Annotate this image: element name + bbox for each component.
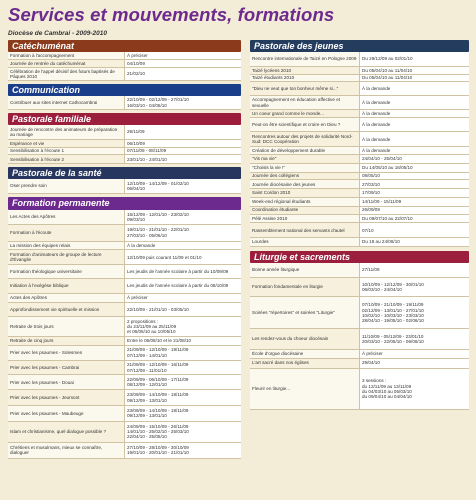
table-row: [8, 224, 241, 241]
table-row: [8, 250, 241, 265]
activity-date: 22/09/09 - 06/10/09 - 17/11/09 08/12/09 - 12/01/10: [125, 375, 242, 390]
table-row: [250, 189, 469, 198]
table-row: [8, 67, 241, 81]
activity-label: Les Actes des Apôtres: [8, 210, 125, 224]
activity-date: 24/09/09 - 15/10/09 - 26/11/09 14/01/10 - 25/02/10 - 25/03/10 22/04/10 - 25/05/10: [125, 421, 242, 442]
activity-label: Création de développement durable: [250, 147, 360, 155]
table-row: [250, 180, 469, 189]
table-row: [250, 368, 469, 410]
activity-label: Peut-on être scientifique et croire en Dieu ?: [250, 117, 360, 132]
activity-label: Accompagnement en éducation affective et sexuelle: [250, 96, 360, 110]
activity-label: Islam et christianisme, quel dialogue possible ?: [8, 421, 125, 442]
activity-label: Chrétiens et musulmans, mieux se connaître, dialoguer: [8, 442, 125, 459]
table-row: [8, 302, 241, 317]
activity-date: Du 05/04/10 au 11/04/10: [360, 74, 470, 82]
activity-date: Du 18 au 24/08/10: [360, 238, 470, 247]
activity-label: Rencontres autour des projets de solidarité Nord-Sud: DCC Coopération: [250, 132, 360, 147]
activity-date: À la demande: [360, 96, 470, 110]
activity-date: À la demande: [360, 117, 470, 132]
activity-date: À la demande: [360, 109, 470, 117]
table-row: [250, 66, 469, 74]
activity-date: 04/10/09: [125, 59, 242, 67]
table-row: [250, 349, 469, 358]
table-row: [8, 278, 241, 293]
section-header-pastorale-jeunes: Pastorale des jeunes: [250, 40, 469, 52]
table-row: [8, 179, 241, 193]
activity-label: Saint Cordon 2010: [250, 189, 360, 198]
activity-label: "Vis ma vie": [250, 155, 360, 164]
page-subtitle: Diocèse de Cambrai - 2009-2010: [8, 30, 107, 37]
activity-label: Retraite de cinq jours: [8, 337, 125, 346]
activity-date: À préciser: [125, 52, 242, 59]
activity-label: Journée des collégiens: [250, 172, 360, 180]
table-row: [8, 210, 241, 224]
table-row: [250, 82, 469, 96]
right-column: [250, 40, 469, 410]
activity-label: Prier avec les psaumes - Douai: [8, 375, 125, 390]
activity-date: 27/03/10: [360, 180, 470, 189]
table-row: [8, 139, 241, 147]
activity-date: 3 sessions : du 12/11/09 au 13/11/09 du 04/03/10 au 05/03/10 du 09/04/10 au 04/04/10: [360, 368, 470, 410]
page-title: Services et mouvements, formations: [8, 4, 335, 25]
activity-date: 07/11/09 - 08/11/09: [125, 147, 242, 155]
activity-date: 29/04/10: [360, 358, 470, 368]
section-header-formation-permanente: Formation permanente: [8, 197, 241, 210]
activity-label: Prier avec les psaumes - Jeumont: [8, 390, 125, 406]
activity-label: Journée diocésaine des jeunes: [250, 180, 360, 189]
activity-date: 29/11/09: [125, 125, 242, 139]
table-row: [250, 223, 469, 238]
activity-label: Formation à l'écoute: [8, 224, 125, 241]
section-header-pastorale-sante: Pastorale de la santé: [8, 167, 241, 179]
activity-label: Soirées "répertoires" et soirées "Liturgie": [250, 297, 360, 329]
activity-date: Entre le 06/08/10 et le 21/08/10: [125, 337, 242, 346]
section-table-catechumenat: [8, 52, 241, 81]
section-header-liturgie: Liturgie et sacrements: [250, 251, 469, 263]
activity-label: Formation à l'accompagnement: [8, 52, 125, 59]
table-row: [8, 293, 241, 302]
activity-date: Les jeudis de l'année scolaire à partir du 10/09/09: [125, 265, 242, 279]
activity-date: À préciser: [360, 349, 470, 358]
table-row: [8, 390, 241, 406]
table-row: [8, 147, 241, 155]
activity-date: À préciser: [125, 293, 242, 302]
table-row: [250, 172, 469, 180]
activity-label: Sensibilisation à l'écoute 2: [8, 155, 125, 164]
table-row: [250, 155, 469, 164]
activity-label: Pélé Assise 2010: [250, 214, 360, 223]
table-row: [250, 238, 469, 247]
section-table-liturgie: [250, 263, 469, 410]
table-row: [8, 375, 241, 390]
activity-date: 14/11/09 - 15/11/09: [360, 197, 470, 206]
table-row: [250, 214, 469, 223]
activity-date: 10/10/09 - 12/12/09 - 30/01/10 06/03/10 - 24/04/10: [360, 277, 470, 297]
activity-label: Formation fondamentale en liturgie: [250, 277, 360, 297]
activity-label: Prier avec les psaumes - Maubeuge: [8, 405, 125, 421]
activity-label: L'art sacré dans nos églises: [250, 358, 360, 368]
activity-date: 12/10/09 puis courant 11/09 et 01/10: [125, 250, 242, 265]
activity-date: 2 propositions : du 23/11/09 au 25/11/09 et 06/05/10 au 10/05/10: [125, 317, 242, 337]
activity-date: 27/10/09 - 28/10/09 - 30/10/09 19/01/10 - 20/01/10 - 21/01/10: [125, 442, 242, 459]
table-row: [250, 117, 469, 132]
table-row: [8, 265, 241, 279]
table-row: [250, 277, 469, 297]
activity-label: Taizé étudiants 2010: [250, 74, 360, 82]
table-row: [250, 74, 469, 82]
activity-date: 22/10/09 - 21/01/10 - 03/05/10: [125, 302, 242, 317]
table-row: [8, 337, 241, 346]
table-row: [8, 241, 241, 250]
activity-label: Contribuer aux sites internet Cathocambrai: [8, 96, 125, 109]
activity-label: Célébration de l'appel décisif des futurs baptisés de Pâques 2010: [8, 67, 125, 81]
activity-date: Du 14/05/10 au 16/05/10: [360, 163, 470, 172]
table-row: [8, 125, 241, 139]
table-row: [8, 59, 241, 67]
left-column: [8, 40, 241, 459]
activity-label: Journée de rentrée du catéchuménat: [8, 59, 125, 67]
section-header-catechumenat: Catéchuménat: [8, 40, 241, 52]
activity-label: Coordination étudiante: [250, 206, 360, 214]
table-row: [250, 197, 469, 206]
activity-label: Lourdes: [250, 238, 360, 247]
activity-label: Un coeur grand comme le monde...: [250, 109, 360, 117]
activity-date: 17/09/10: [360, 189, 470, 198]
activity-date: 15/12/09 - 12/01/10 - 23/02/10 09/03/10: [125, 210, 242, 224]
table-row: [8, 317, 241, 337]
activity-date: 21/09/09 - 12/10/09 - 16/11/09 07/12/09 - 11/01/10: [125, 360, 242, 375]
activity-date: 08/05/10: [360, 172, 470, 180]
table-row: [250, 132, 469, 147]
activity-date: 23/09/09 - 14/10/09 - 18/11/09 09/12/09 - 13/01/10: [125, 405, 242, 421]
activity-date: 21/09/09 - 12/10/09 - 19/11/09 07/12/09 - 14/01/10: [125, 345, 242, 360]
activity-date: À la demande: [125, 241, 242, 250]
activity-label: Rassemblement national des servants d'autel: [250, 223, 360, 238]
activity-date: À la demande: [360, 132, 470, 147]
table-row: [250, 358, 469, 368]
table-row: [250, 52, 469, 66]
section-table-pastorale-jeunes: [250, 52, 469, 247]
activity-label: Formation d'animateurs de groupe de lecture d'Évangile: [8, 250, 125, 265]
activity-label: École d'orgue diocésaine: [250, 349, 360, 358]
activity-label: Actes des Apôtres: [8, 293, 125, 302]
activity-label: Bonne année liturgique: [250, 263, 360, 277]
activity-label: Prier avec les psaumes - Solesmes: [8, 345, 125, 360]
table-row: [8, 442, 241, 459]
activity-date: Les jeudis de l'année scolaire à partir du 08/10/09: [125, 278, 242, 293]
activity-date: 19/01/10 - 21/01/10 - 22/01/10 27/03/10 - 05/06/10: [125, 224, 242, 241]
activity-label: Fleurir en liturgie...: [250, 368, 360, 410]
activity-label: Oser prendre soin: [8, 179, 125, 193]
activity-label: Espérance et vie: [8, 139, 125, 147]
table-row: [250, 109, 469, 117]
table-row: [250, 147, 469, 155]
table-row: [250, 163, 469, 172]
activity-date: 27/11/09: [360, 263, 470, 277]
activity-date: Du 29/12/09 au 02/01/10: [360, 52, 470, 66]
activity-label: Formation théologique universitaire: [8, 265, 125, 279]
activity-date: 06/10/09: [125, 139, 242, 147]
table-row: [250, 206, 469, 214]
table-row: [8, 52, 241, 59]
activity-label: Taizé lycéens 2010: [250, 66, 360, 74]
table-row: [250, 297, 469, 329]
activity-date: 23/09/09 - 14/10/09 - 18/11/09 09/12/09 - 13/01/10: [125, 390, 242, 406]
activity-label: Initiation à l'exégèse biblique: [8, 278, 125, 293]
activity-date: 07/10: [360, 223, 470, 238]
table-row: [8, 155, 241, 164]
activity-label: Retraite de trois jours: [8, 317, 125, 337]
section-header-communication: Communication: [8, 84, 241, 96]
section-table-pastorale-sante: [8, 179, 241, 194]
table-row: [250, 96, 469, 110]
activity-date: 22/10/09 - 02/12/09 - 27/01/10 16/03/10 - 04/05/10: [125, 96, 242, 109]
table-row: [250, 263, 469, 277]
activity-date: 07/10/09 - 21/10/09 - 19/11/09 02/12/09 - 13/01/10 - 27/01/10 10/02/10 - 10/03/10 - 23/03/10 28/04/10 - 19/05/10 - 02/06/10: [360, 297, 470, 329]
activity-label: Prier avec les psaumes - Cambrai: [8, 360, 125, 375]
activity-date: 24/04/10 - 25/04/10: [360, 155, 470, 164]
table-row: [8, 405, 241, 421]
activity-label: Week-end régional étudiants: [250, 197, 360, 206]
activity-date: Du 09/07/10 au 22/07/10: [360, 214, 470, 223]
activity-date: Du 05/04/10 au 11/04/10: [360, 66, 470, 74]
activity-label: Journée de rencontre des animateurs de préparation au mariage: [8, 125, 125, 139]
table-row: [8, 421, 241, 442]
activity-date: 21/02/10: [125, 67, 242, 81]
table-row: [250, 329, 469, 350]
activity-date: 26/09/09: [360, 206, 470, 214]
activity-label: Sensibilisation à l'écoute 1: [8, 147, 125, 155]
activity-label: Approfondissement vie spirituelle et mission: [8, 302, 125, 317]
activity-label: "Choisis la vie !": [250, 163, 360, 172]
section-header-pastorale-familiale: Pastorale familiale: [8, 113, 241, 125]
activity-date: À la demande: [360, 82, 470, 96]
table-row: [8, 360, 241, 375]
activity-date: 12/10/09 - 14/12/09 - 01/02/10 06/04/10: [125, 179, 242, 193]
table-row: [8, 96, 241, 109]
section-table-formation-permanente: [8, 210, 241, 459]
activity-label: Les rendez-vous du choeur diocésain: [250, 329, 360, 350]
activity-date: 11/10/09 - 05/12/09 - 23/01/10 20/03/10 - 22/05/10 - 06/06/10: [360, 329, 470, 350]
section-table-pastorale-familiale: [8, 125, 241, 164]
section-table-communication: [8, 96, 241, 110]
activity-date: À la demande: [360, 147, 470, 155]
activity-label: La mission des équipes relais: [8, 241, 125, 250]
table-row: [8, 345, 241, 360]
activity-label: Rencontre internationale de Taizé en Pologne 2009: [250, 52, 360, 66]
activity-date: 23/01/10 - 24/01/10: [125, 155, 242, 164]
activity-label: "Dieu ne veut que ton bonheur même si...": [250, 82, 360, 96]
